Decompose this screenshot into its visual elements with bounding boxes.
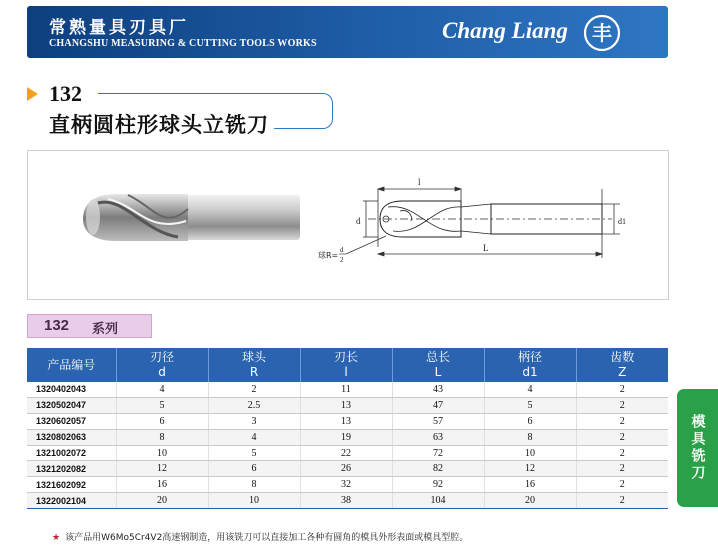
label-L: L — [483, 243, 489, 253]
figure-panel — [27, 150, 669, 300]
table-cell: 5 — [116, 397, 208, 413]
table-cell: 22 — [300, 445, 392, 461]
brand-name: Chang Liang — [442, 18, 568, 43]
table-cell: 12 — [116, 461, 208, 477]
product-number-cell: 1320602057 — [27, 413, 116, 429]
footnote — [52, 530, 468, 543]
table-cell: 20 — [116, 493, 208, 509]
table-cell: 104 — [392, 493, 484, 509]
logo-glyph: 丰 — [592, 21, 612, 45]
table-row — [27, 413, 668, 429]
label-ball-fraction-top: d — [340, 246, 344, 254]
spec-table — [27, 348, 668, 509]
label-d1: d1 — [618, 217, 626, 226]
series-text: 系列 — [92, 322, 119, 337]
table-cell: 10 — [116, 445, 208, 461]
product-number-cell: 1321002072 — [27, 445, 116, 461]
product-number-cell: 1320502047 — [27, 397, 116, 413]
header-banner — [27, 6, 668, 58]
title-marker-icon — [27, 87, 38, 101]
table-row — [27, 397, 668, 413]
table-row — [27, 461, 668, 477]
table-row — [27, 493, 668, 509]
table-cell: 32 — [300, 477, 392, 493]
table-row — [27, 445, 668, 461]
table-cell: 4 — [208, 429, 300, 445]
table-cell: 2 — [576, 461, 668, 477]
table-cell: 16 — [116, 477, 208, 493]
product-number-cell: 1320402043 — [27, 382, 116, 397]
table-cell: 47 — [392, 397, 484, 413]
table-cell: 10 — [208, 493, 300, 509]
table-row — [27, 477, 668, 493]
table-cell: 20 — [484, 493, 576, 509]
footnote-text: 该产品用W6Mo5Cr4V2高速钢制造，用该铣刀可以直接加工各种有圆角的模具外形表面或模具型腔。 — [65, 533, 469, 543]
table-cell: 2 — [576, 382, 668, 397]
label-l: l — [418, 177, 421, 187]
column-header: 柄径 d1 — [484, 348, 576, 382]
table-cell: 5 — [484, 397, 576, 413]
table-cell: 63 — [392, 429, 484, 445]
table-header-row — [27, 348, 668, 382]
label-ball-radius: 球R= — [318, 251, 339, 260]
table-cell: 16 — [484, 477, 576, 493]
column-header: 齿数 Z — [576, 348, 668, 382]
column-header: 刃径 d — [116, 348, 208, 382]
table-cell: 43 — [392, 382, 484, 397]
label-d: d — [356, 216, 361, 226]
brand-logo-icon — [583, 14, 621, 52]
product-code: 132 — [49, 81, 82, 106]
table-cell: 4 — [116, 382, 208, 397]
table-cell: 11 — [300, 382, 392, 397]
table-cell: 2 — [576, 477, 668, 493]
table-cell: 8 — [208, 477, 300, 493]
end-mill-photo — [83, 194, 300, 241]
table-cell: 2 — [576, 397, 668, 413]
table-row — [27, 429, 668, 445]
product-name: 直柄圆柱形球头立铣刀 — [49, 113, 269, 137]
side-category-tab[interactable]: 模具铣刀 — [677, 389, 718, 507]
table-cell: 57 — [392, 413, 484, 429]
label-ball-fraction-bottom: 2 — [340, 256, 344, 264]
table-cell: 26 — [300, 461, 392, 477]
table-cell: 2 — [208, 382, 300, 397]
product-number-cell: 1321202082 — [27, 461, 116, 477]
table-cell: 12 — [484, 461, 576, 477]
table-cell: 6 — [208, 461, 300, 477]
star-icon: ★ — [52, 533, 61, 543]
table-cell: 8 — [116, 429, 208, 445]
table-cell: 6 — [116, 413, 208, 429]
table-cell: 5 — [208, 445, 300, 461]
table-cell: 38 — [300, 493, 392, 509]
table-body — [27, 382, 668, 509]
table-cell: 19 — [300, 429, 392, 445]
column-header: 产品编号 — [27, 348, 116, 382]
table-cell: 2 — [576, 493, 668, 509]
column-header: 刃长 l — [300, 348, 392, 382]
table-cell: 10 — [484, 445, 576, 461]
product-number-cell: 1321602092 — [27, 477, 116, 493]
table-cell: 92 — [392, 477, 484, 493]
table-cell: 2 — [576, 413, 668, 429]
series-code: 132 — [44, 317, 70, 334]
table-cell: 82 — [392, 461, 484, 477]
series-label — [27, 314, 152, 338]
table-cell: 72 — [392, 445, 484, 461]
table-cell: 6 — [484, 413, 576, 429]
company-name-cn: 常熟量具刃具厂 — [49, 18, 189, 38]
table-cell: 13 — [300, 413, 392, 429]
figure-illustration — [28, 151, 668, 299]
table-cell: 3 — [208, 413, 300, 429]
column-header: 球头 R — [208, 348, 300, 382]
table-cell: 2 — [576, 429, 668, 445]
product-number-cell: 1322002104 — [27, 493, 116, 509]
product-number-cell: 1320802063 — [27, 429, 116, 445]
table-cell: 2.5 — [208, 397, 300, 413]
table-cell: 2 — [576, 445, 668, 461]
table-row — [27, 382, 668, 397]
table-cell: 8 — [484, 429, 576, 445]
column-header: 总长 L — [392, 348, 484, 382]
table-cell: 13 — [300, 397, 392, 413]
table-cell: 4 — [484, 382, 576, 397]
company-name-en: CHANGSHU MEASURING & CUTTING TOOLS WORKS — [49, 38, 317, 49]
